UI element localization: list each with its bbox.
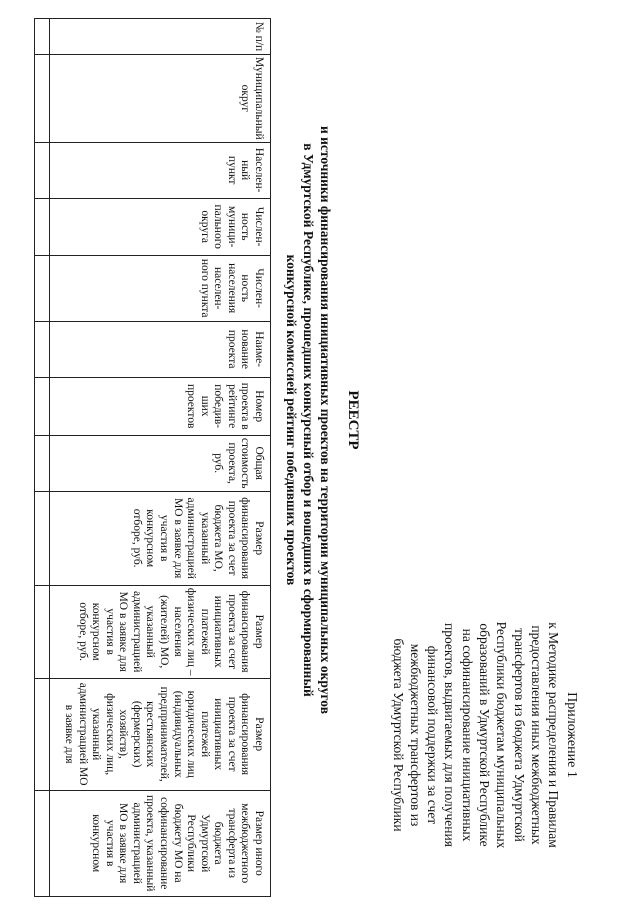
column-header-project-name: Наиме-нование проекта bbox=[50, 321, 271, 377]
table-cell bbox=[35, 142, 50, 198]
registry-table bbox=[34, 18, 271, 897]
table-cell bbox=[35, 435, 50, 491]
table-cell bbox=[35, 19, 50, 55]
table-cell bbox=[35, 198, 50, 255]
appendix-line: на софинансирование инициативных bbox=[459, 628, 475, 842]
appendix-line: финансовой поддержки за счет bbox=[425, 645, 441, 825]
column-header-resident-payments: Размер финансирования проекта за счет инициативных платежей физических лиц – населения (жителей) МО, указанный администрацией МО в заявке для участия в конкурсном отборе, руб. bbox=[50, 585, 271, 678]
column-header-municipal-district: Муниципальный округ bbox=[50, 55, 271, 143]
title-line: в Удмуртской Республике, прошедших конкурсный отбор и вошедших в сформированный bbox=[301, 143, 317, 697]
appendix-line: образований в Удмуртской Республике bbox=[477, 623, 493, 847]
column-header-business-payments: Размер финансирования проекта за счет инициативных платежей юридических лиц (индивидуальных предпринимателей, крестьянских (фермерских) хозяйств), физических лиц, указанный администрацией МО в заявке для bbox=[50, 678, 271, 790]
document-title bbox=[283, 60, 362, 780]
column-header-settlement-population: Числен-ность населения населен-ного пункта bbox=[50, 255, 271, 321]
table-cell bbox=[35, 321, 50, 377]
table-row bbox=[35, 19, 50, 897]
appendix-line: к Методике распределения и Правилам bbox=[546, 622, 562, 848]
table-cell bbox=[35, 678, 50, 790]
table-header-row bbox=[50, 19, 271, 897]
table-cell bbox=[35, 255, 50, 321]
appendix-heading: Приложение 1 bbox=[564, 692, 579, 778]
appendix-line: проектов, выдвигаемых для получения bbox=[442, 623, 458, 847]
table-cell bbox=[35, 55, 50, 143]
table-cell bbox=[35, 377, 50, 435]
column-header-number: № п/п bbox=[50, 19, 271, 55]
column-header-settlement: Населен-ный пункт bbox=[50, 142, 271, 198]
table-cell bbox=[35, 790, 50, 896]
column-header-rating-number: Номер проекта в рейтинге победив-ших проектов bbox=[50, 377, 271, 435]
appendix-line: межбюджетных трансфертов из bbox=[407, 643, 423, 827]
appendix-line: бюджета Удмуртской Республики bbox=[390, 638, 406, 832]
title-line: и источники финансирования инициативных проектов на территории муниципальных округов bbox=[318, 126, 334, 714]
title-heading: РЕЕСТР bbox=[345, 390, 361, 450]
column-header-mo-budget-funding: Размер финансирования проекта за счет бюджета МО, указанный администрацией МО в заявке для участия в конкурсном отборе, руб. bbox=[50, 491, 271, 585]
table-cell bbox=[35, 585, 50, 678]
title-line: конкурсной комиссией рейтинг победивших проектов bbox=[284, 254, 300, 586]
column-header-district-population: Числен-ность муници-пального округа bbox=[50, 198, 271, 255]
appendix-note bbox=[389, 585, 580, 885]
appendix-line: трансфертов из бюджета Удмуртской bbox=[511, 628, 527, 842]
table-cell bbox=[35, 491, 50, 585]
appendix-line: Республики бюджетам муниципальных bbox=[494, 621, 510, 849]
column-header-interbudget-transfer: Размер иного межбюджетного трансферта из бюджета Удмуртской Республики бюджету МО на софинансирование проекта, указанный администрацией МО в заявке для участия в конкурсном bbox=[50, 790, 271, 896]
appendix-line: предоставления иных межбюджетных bbox=[528, 625, 544, 845]
column-header-total-cost: Общая стоимость проекта, руб. bbox=[50, 435, 271, 491]
